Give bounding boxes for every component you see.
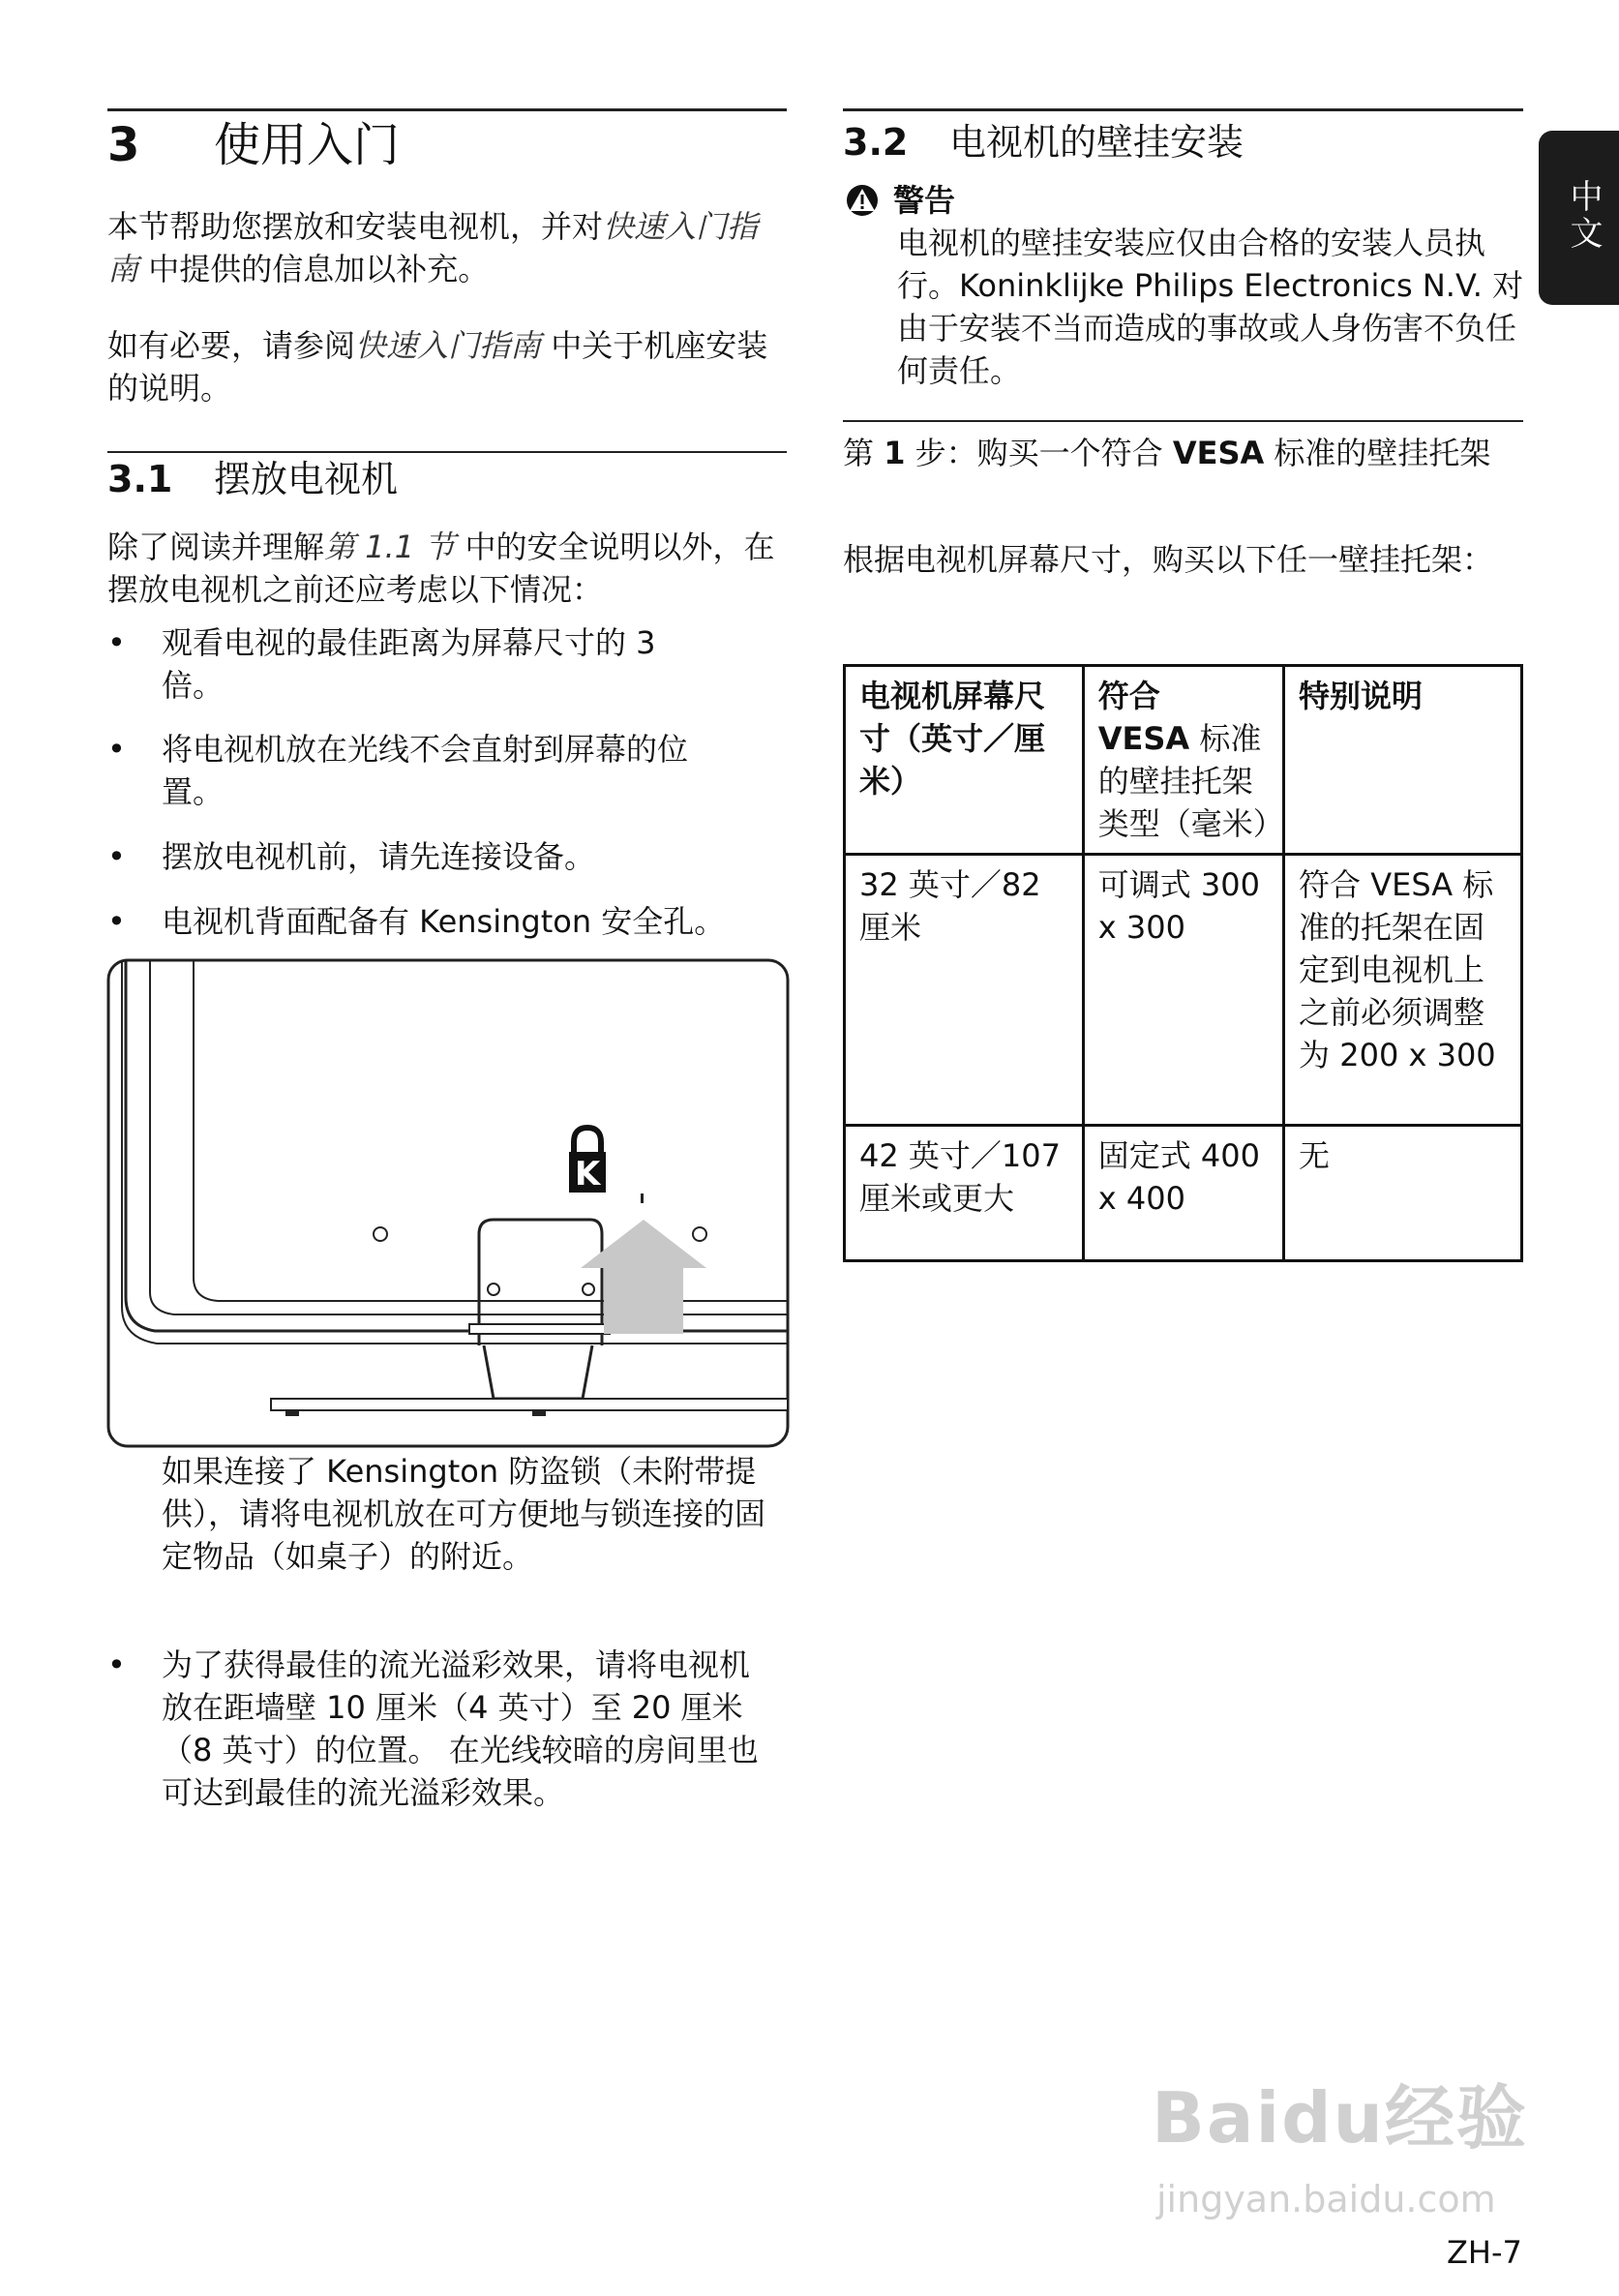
page-number: ZH-7: [1447, 2234, 1522, 2271]
language-tab: [1539, 131, 1619, 305]
section-3-number: 3: [107, 118, 140, 172]
header-screen-size: 电视机屏幕尺寸（英寸／厘米）: [845, 666, 1084, 855]
header-type-suffix: 标准的壁挂托架类型（毫米）: [1097, 720, 1284, 842]
bullet-kensington-slot: [107, 900, 791, 943]
watermark-url: jingyan.baidu.com: [1156, 2178, 1496, 2220]
step-1-heading: [843, 432, 1511, 474]
table-header-row: [845, 666, 1522, 855]
intro-paragraph-2: [107, 324, 785, 409]
bullet-dot: •: [107, 838, 126, 875]
cell-size: 42 英寸／107 厘米或更大: [845, 1126, 1084, 1261]
intro-paragraph-1: [107, 205, 785, 290]
intro-2-text-end: 中关于机座安装的说明。: [107, 327, 768, 407]
bullet-text: 电视机背面配备有 Kensington 安全孔。: [162, 903, 726, 940]
cell-note: 无: [1284, 1126, 1522, 1261]
cell-type: 固定式 400 x 400: [1083, 1126, 1283, 1261]
header-special-note: 特别说明: [1284, 666, 1522, 855]
section-3-1-rule: [107, 451, 787, 453]
step-1-vesa: VESA: [1172, 435, 1265, 471]
bullet-text: 观看电视的最佳距离为屏幕尺寸的 3 倍。: [162, 624, 656, 704]
bullet-ambilight: [107, 1644, 771, 1814]
lock-letter: K: [574, 1155, 601, 1193]
section-3-1-intro-text: 除了阅读并理解: [107, 529, 325, 565]
section-3-2-heading: [843, 118, 1244, 166]
cell-note: 符合 VESA 标准的托架在固定到电视机上之前必须调整为 200 x 300: [1284, 855, 1522, 1126]
warning-title: 警告: [893, 182, 956, 219]
section-3-2-number: 3.2: [843, 121, 909, 164]
warning-icon: [845, 183, 880, 218]
table-row: [845, 855, 1522, 1126]
section-1-1-ref: 第 1.1 节: [324, 529, 456, 565]
watermark-brand: Baidu经验: [1152, 2077, 1528, 2159]
table-row: [845, 1126, 1522, 1261]
kensington-note: 如果连接了 Kensington 防盗锁（未附带提供），请将电视机放在可方便地与锁连接的固定物品（如桌子）的附近。: [162, 1453, 766, 1575]
intro-2-text: 如有必要，请参阅: [107, 327, 356, 364]
header-type-prefix: 符合: [1097, 678, 1160, 714]
section-3-1-title: 摆放电视机: [214, 458, 399, 500]
section-3-title: 使用入门: [214, 118, 401, 172]
step-1-mid: 步：购买一个符合: [905, 435, 1173, 471]
section-3-1-intro-text-end: 中的安全说明以外，在摆放电视机之前还应考虑以下情况：: [107, 529, 775, 608]
header-bracket-type: [1083, 666, 1283, 855]
step-1-prefix: 第: [843, 435, 884, 471]
bullet-dot: •: [107, 731, 126, 768]
intro-1-guide-ref: 快速入门指南: [107, 208, 759, 287]
bullet-sunlight: [107, 728, 742, 813]
bullet-text: 将电视机放在光线不会直射到屏幕的位置。: [162, 731, 689, 810]
section-3-1-intro: [107, 526, 785, 611]
bullet-text: 摆放电视机前，请先连接设备。: [162, 838, 596, 875]
section-3-1-heading: [107, 455, 398, 503]
step-1-suffix: 标准的壁挂托架: [1264, 435, 1491, 471]
bullet-viewing-distance: [107, 621, 704, 707]
cell-type: 可调式 300 x 300: [1083, 855, 1283, 1126]
bullet-dot: •: [107, 624, 126, 661]
step-1-rule: [843, 420, 1523, 422]
tv-back-illustration: [106, 958, 790, 1448]
section-3-2-title: 电视机的壁挂安装: [949, 121, 1244, 164]
section-3-1-number: 3.1: [107, 458, 173, 500]
intro-1-text-end: 中提供的信息加以补充。: [138, 251, 490, 287]
step-1-number: 1: [884, 435, 906, 471]
section-3-2-rule: [843, 108, 1523, 111]
bullet-dot: •: [107, 903, 126, 940]
step-1-text: 根据电视机屏幕尺寸，购买以下任一壁挂托架：: [843, 541, 1494, 578]
cell-size: 32 英寸／82 厘米: [845, 855, 1084, 1126]
bullet-connect-devices: [107, 835, 781, 878]
language-tab-label: 中文: [1564, 179, 1603, 253]
bullet-dot: •: [107, 1646, 126, 1683]
header-type-vesa: VESA: [1097, 720, 1190, 757]
intro-2-guide-ref: 快速入门指南: [355, 327, 542, 364]
warning-text: 电视机的壁挂安装应仅由合格的安装人员执行。Koninklijke Philips Electronics N.V. 对由于安装不当而造成的事故或人身伤害不负任何责任。: [897, 225, 1524, 389]
vesa-bracket-table: [843, 664, 1523, 1262]
intro-1-text: 本节帮助您摆放和安装电视机，并对: [107, 208, 604, 245]
bullet-text: 为了获得最佳的流光溢彩效果，请将电视机放在距墙壁 10 厘米（4 英寸）至 20 厘米（8 英寸）的位置。 在光线较暗的房间里也可达到最佳的流光溢彩效果。: [162, 1646, 759, 1811]
section-3-heading: [107, 116, 400, 174]
section-3-rule: [107, 108, 787, 111]
